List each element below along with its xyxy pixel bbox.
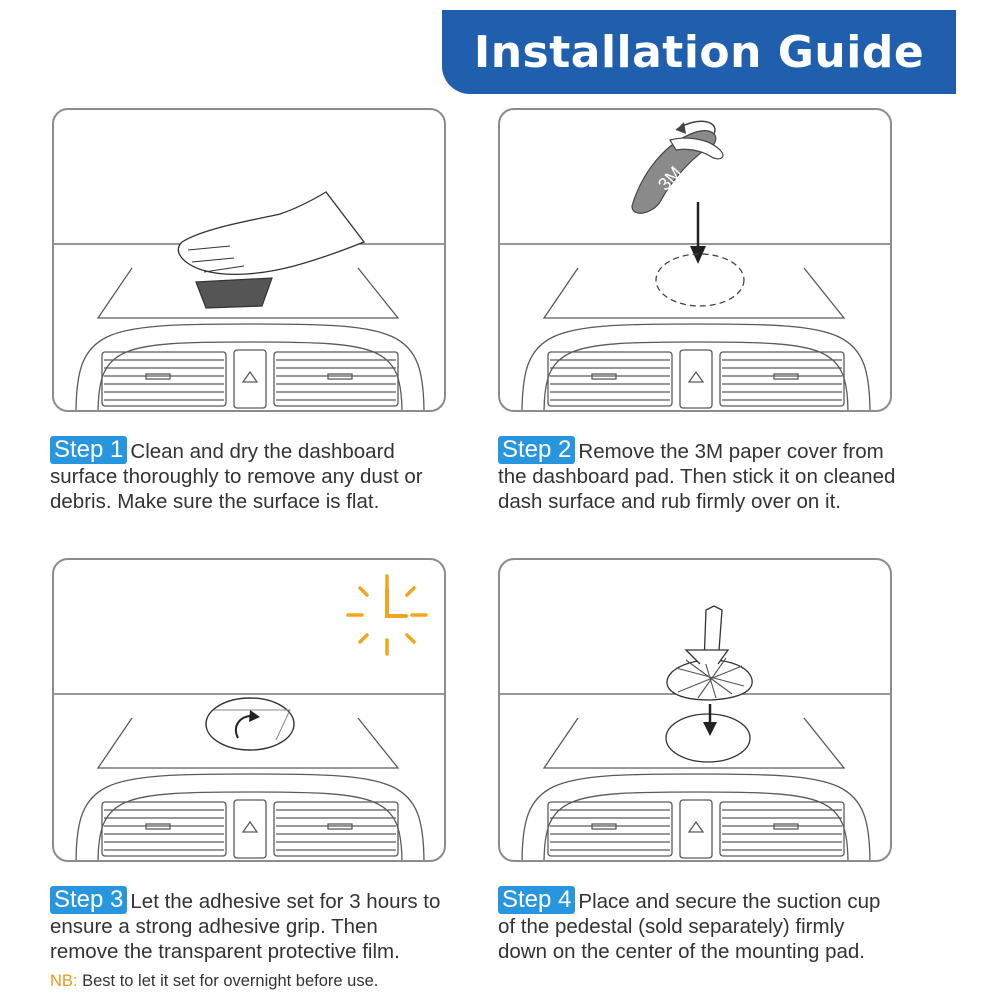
step-1-illustration: [52, 108, 446, 412]
note-label: NB:: [50, 972, 78, 990]
step-3-badge: Step 3: [50, 886, 127, 914]
air-vent-icon: [102, 802, 398, 856]
step-1-text: [50, 436, 450, 514]
step-2-text: [498, 436, 898, 514]
air-vent-icon: [102, 352, 398, 406]
step-3-illustration: [52, 558, 446, 862]
step-2-description: Remove the 3M paper cover from the dashboard pad. Then stick it on cleaned dash surface and rub firmly over on it.: [498, 440, 896, 513]
step-1-description: Clean and dry the dashboard surface thoroughly to remove any dust or debris. Make sure the surface is flat.: [50, 440, 423, 513]
step-4-text: [498, 886, 898, 964]
step-4-illustration: [498, 558, 892, 862]
step-4-badge: Step 4: [498, 886, 575, 914]
step-2-badge: Step 2: [498, 436, 575, 464]
step-4-description: Place and secure the suction cup of the pedestal (sold separately) firmly down on the center of the mounting pad.: [498, 890, 881, 963]
clock-icon: [348, 576, 426, 654]
dashboard-icon: [500, 244, 892, 412]
step-3-text: [50, 886, 450, 964]
note: [50, 972, 378, 991]
step-1-badge: Step 1: [50, 436, 127, 464]
adhesive-pad-icon: [206, 698, 294, 750]
note-text: Best to let it set for overnight before use.: [82, 972, 379, 990]
air-vent-icon: [548, 802, 844, 856]
air-vent-icon: [548, 352, 844, 406]
suction-cup-pedestal-icon: [666, 606, 752, 762]
step-2-illustration: [498, 108, 892, 412]
step-3-description: Let the adhesive set for 3 hours to ensure a strong adhesive grip. Then remove the transparent protective film.: [50, 890, 441, 963]
cleaning-hand-icon: [178, 192, 364, 308]
title-banner: [442, 10, 956, 94]
3m-pad-icon: [632, 121, 723, 213]
page-title: Installation Guide: [473, 26, 925, 78]
svg-text:3M: 3M: [654, 162, 686, 195]
